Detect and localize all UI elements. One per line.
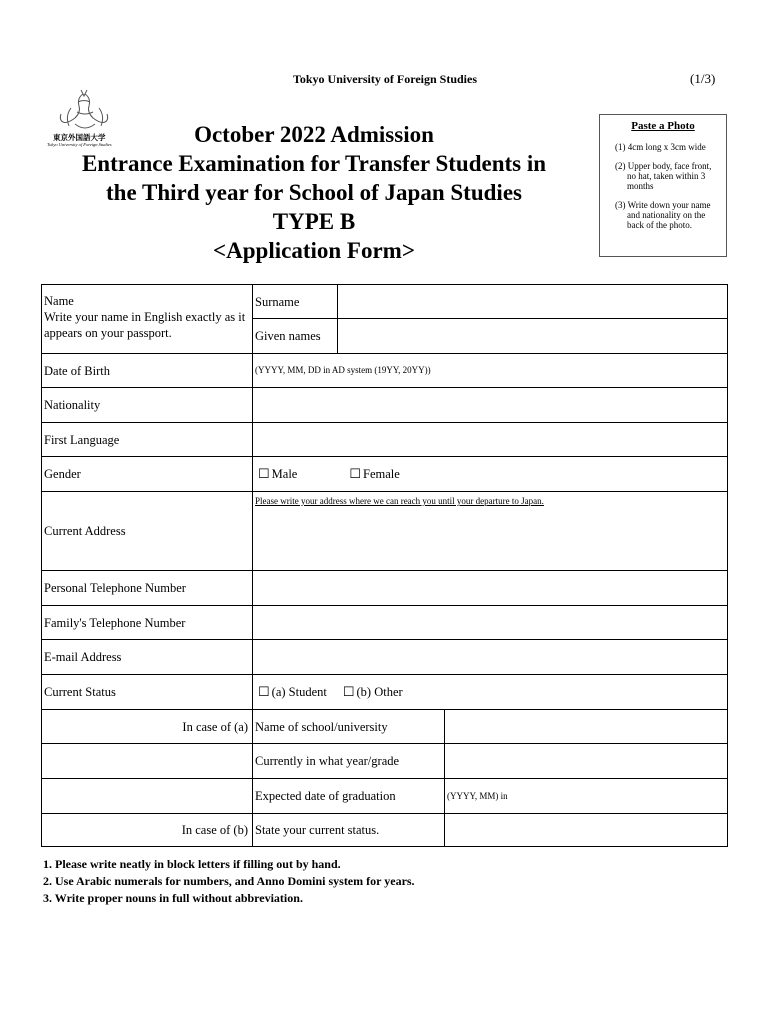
current-address-label: Current Address bbox=[42, 492, 253, 571]
personal-phone-label: Personal Telephone Number bbox=[42, 571, 253, 606]
year-grade-field[interactable] bbox=[445, 744, 727, 779]
title-line-1: October 2022 Admission bbox=[194, 122, 434, 147]
page-number: (1/3) bbox=[690, 71, 716, 86]
family-phone-label: Family's Telephone Number bbox=[42, 606, 253, 640]
name-instruction: Write your name in English exactly as it appears on your passport. bbox=[44, 310, 246, 340]
instructions-list bbox=[43, 856, 415, 907]
first-language-label: First Language bbox=[42, 423, 253, 457]
student-option[interactable] bbox=[258, 684, 327, 700]
gender-options bbox=[253, 457, 727, 492]
gender-label: Gender bbox=[42, 457, 253, 492]
surname-field[interactable] bbox=[338, 285, 727, 319]
state-status-label: State your current status. bbox=[253, 814, 445, 846]
male-label: Male bbox=[271, 467, 298, 481]
page-title bbox=[40, 120, 588, 265]
school-name-label: Name of school/university bbox=[253, 710, 445, 744]
family-phone-field[interactable] bbox=[253, 606, 727, 640]
given-names-field[interactable] bbox=[338, 319, 727, 354]
logo-jp-name: 東京外国語大学 bbox=[53, 133, 106, 142]
first-language-field[interactable] bbox=[253, 423, 727, 457]
state-status-field[interactable] bbox=[445, 814, 727, 846]
nationality-label: Nationality bbox=[42, 388, 253, 423]
university-header: Tokyo University of Foreign Studies bbox=[292, 72, 478, 86]
title-line-2: Entrance Examination for Transfer Students in bbox=[81, 151, 547, 176]
logo-en-name: Tokyo University of Foreign Studies bbox=[47, 142, 112, 147]
year-grade-label: Currently in what year/grade bbox=[253, 744, 445, 779]
given-names-label: Given names bbox=[253, 319, 338, 354]
photo-rule-1: (1) 4cm long x 3cm wide bbox=[615, 142, 706, 152]
male-checkbox[interactable]: ☐ bbox=[258, 466, 270, 481]
instruction-3: 3. Write proper nouns in full without abbreviation. bbox=[43, 891, 303, 905]
personal-phone-field[interactable] bbox=[253, 571, 727, 606]
photo-box-title: Paste a Photo bbox=[631, 120, 695, 132]
student-label: (a) Student bbox=[271, 685, 327, 699]
blank-label-cell-2 bbox=[42, 779, 253, 814]
title-line-3: the Third year for School of Japan Studies bbox=[106, 180, 522, 205]
other-label: (b) Other bbox=[356, 685, 403, 699]
female-checkbox[interactable]: ☐ bbox=[349, 466, 361, 481]
school-name-field[interactable] bbox=[445, 710, 727, 744]
grad-date-label: Expected date of graduation bbox=[253, 779, 445, 814]
name-label: Name bbox=[44, 294, 74, 308]
email-field[interactable] bbox=[253, 640, 727, 675]
name-label-cell bbox=[42, 285, 253, 354]
title-line-5: <Application Form> bbox=[213, 238, 415, 263]
female-label: Female bbox=[363, 467, 400, 481]
nationality-field[interactable] bbox=[253, 388, 727, 423]
address-note: Please write your address where we can reach you until your departure to Japan. bbox=[255, 496, 544, 506]
other-option[interactable] bbox=[343, 684, 403, 700]
title-line-4: TYPE B bbox=[272, 209, 356, 234]
female-option[interactable] bbox=[349, 466, 399, 482]
photo-rule-2: (2) Upper body, face front, no hat, taken within 3 months bbox=[615, 161, 712, 191]
blank-label-cell bbox=[42, 744, 253, 779]
male-option[interactable] bbox=[258, 466, 297, 482]
dob-label: Date of Birth bbox=[42, 354, 253, 388]
grad-note: (YYYY, MM) in bbox=[447, 790, 508, 801]
current-address-field[interactable] bbox=[253, 492, 727, 571]
in-case-b-label: In case of (b) bbox=[42, 814, 253, 846]
photo-rule-3: (3) Write down your name and nationality on the back of the photo. bbox=[615, 200, 711, 230]
instruction-2: 2. Use Arabic numerals for numbers, and Anno Domini system for years. bbox=[43, 874, 415, 888]
grad-date-field[interactable] bbox=[445, 779, 727, 814]
current-status-label: Current Status bbox=[42, 675, 253, 710]
student-checkbox[interactable]: ☐ bbox=[258, 684, 270, 699]
email-label: E-mail Address bbox=[42, 640, 253, 675]
application-form bbox=[41, 284, 728, 847]
dob-note: (YYYY, MM, DD in AD system (19YY, 20YY)) bbox=[255, 365, 431, 375]
surname-label: Surname bbox=[253, 285, 338, 319]
in-case-a-label: In case of (a) bbox=[42, 710, 253, 744]
instruction-1: 1. Please write neatly in block letters if filling out by hand. bbox=[43, 857, 341, 871]
other-checkbox[interactable]: ☐ bbox=[342, 684, 355, 699]
photo-box[interactable] bbox=[599, 114, 727, 257]
current-status-options bbox=[253, 675, 727, 710]
dob-field[interactable] bbox=[253, 354, 727, 388]
